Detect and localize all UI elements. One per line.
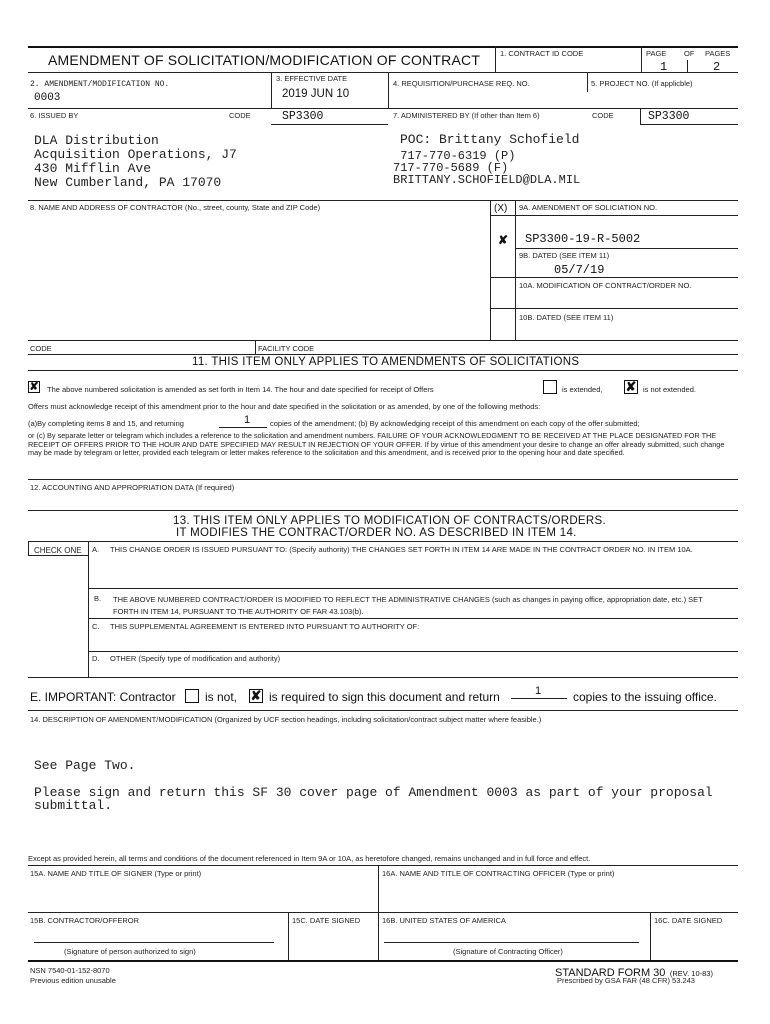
option-d-letter: D. (92, 654, 100, 663)
option-d-text: OTHER (Specify type of modification and authority) (110, 654, 281, 663)
amend-sol-label: 9A. AMENDMENT OF SOLICIATION NO. (519, 203, 658, 212)
section-14-line-2: Please sign and return this SF 30 cover page of Amendment 0003 as part of your proposal (34, 785, 713, 800)
section-14-label: 14. DESCRIPTION OF AMENDMENT/MODIFICATION (Organized by UCF section headings, including solicitation/contract subject matter where feasible.) (30, 715, 542, 724)
option-a-letter: A. (92, 545, 100, 554)
issuer-line-2: Acquisition Operations, J7 (34, 147, 237, 162)
section-11-line-1: The above numbered solicitation is amended as set forth in Item 14. The hour and date specified for receipt of Offers (47, 385, 434, 394)
page-label: PAGE (646, 49, 667, 58)
is-required-checkbox[interactable]: ✘ (250, 688, 262, 703)
usa-label: 16B. UNITED STATES OF AMERICA (382, 916, 506, 925)
check-one-label: CHECK ONE (34, 546, 82, 555)
return-copies-value: 1 (535, 685, 542, 697)
contractor-label: 8. NAME AND ADDRESS OF CONTRACTOR (No., street, county, State and ZIP Code) (30, 203, 321, 212)
admin-label: 7. ADMINISTERED BY (If other than Item 6) (393, 111, 540, 120)
amend-no-label: 2. AMENDMENT/MODIFICATION NO. (30, 80, 170, 89)
not-extended-checkbox[interactable]: ✘ (625, 379, 637, 394)
pages-value: 2 (713, 60, 721, 74)
req-label: 4. REQUISITION/PURCHASE REQ. NO. (393, 79, 530, 88)
pages-label: PAGES (705, 49, 731, 58)
issued-by-label: 6. ISSUED BY (30, 111, 79, 120)
sol-check-mark: ✘ (498, 233, 509, 247)
is-not-checkbox[interactable] (185, 689, 199, 703)
admin-line-2: 717-770-6319 (P) (393, 149, 516, 163)
form-title: AMENDMENT OF SOLICITATION/MODIFICATION OF CONTRACT (48, 52, 481, 68)
is-required-label: is required to sign this document and return (269, 690, 500, 704)
previous-edition-label: Previous edition unusable (30, 976, 116, 985)
date-15-label: 15C. DATE SIGNED (292, 916, 361, 925)
section-11-line-4: or (c) By separate letter or telegram which includes a reference to the solicitation and amendment numbers. FAILURE OF YOUR ACKNOWLEDGMENT TO BE RECEIVED AT THE PLACE DESIGNATED FOR THE RECEIPT OF OFFERS PRIOR TO THE HOUR AND DATE SPECIFIED MAY RESULT IN REJECTION OF YOUR OFFER. If by virtue of this amendment your desire to change an offer already submitted, such change may be made by telegram or letter, provided each telegram or letter makes reference to the solicitation and this amendment, and is received prior to the opening hour and date specified. (28, 431, 725, 458)
signer-label: 15A. NAME AND TITLE OF SIGNER (Type or print) (30, 869, 202, 878)
amended-checkbox[interactable]: ✘ (29, 381, 39, 393)
project-label: 5. PROJECT NO. (If applicble) (591, 79, 693, 88)
option-b-text: THE ABOVE NUMBERED CONTRACT/ORDER IS MODIFIED TO REFLECT THE ADMINISTRATIVE CHANGES (such as changes in paying office, appropriation date, etc.) SET FORTH IN ITEM 14, PURSUANT TO THE AUTHORITY OF FAR 43.103(b). (113, 595, 703, 616)
officer-label: 16A. NAME AND TITLE OF CONTRACTING OFFICER (Type or print) (382, 869, 615, 878)
std-form-rev: (REV. 10-83) (669, 969, 713, 978)
facility-label: FACILITY CODE (258, 344, 315, 353)
issuer-line-1: DLA Distribution (34, 133, 159, 148)
sig-officer-label: (Signature of Contracting Officer) (453, 947, 563, 956)
option-c-letter: C. (92, 622, 100, 631)
section-11-title: 11. THIS ITEM ONLY APPLIES TO AMENDMENTS OF SOLICITATIONS (192, 356, 580, 368)
page-value: 1 (660, 60, 668, 74)
admin-line-3: 717-770-5689 (F) (393, 161, 509, 175)
dated-9b: 05/7/19 (554, 263, 605, 277)
mod-label: 10A. MODIFICATION OF CONTRACT/ORDER NO. (519, 281, 692, 290)
copies-value: 1 (244, 414, 251, 426)
section-14-line-3: submittal. (34, 798, 113, 813)
date-16-label: 16C. DATE SIGNED (654, 916, 723, 925)
x-column-label: (X) (494, 203, 508, 214)
is-extended-label: is extended, (562, 385, 603, 394)
contract-id-label: 1. CONTRACT ID CODE (500, 49, 584, 58)
offeror-label: 15B. CONTRACTOR/OFFEROR (30, 916, 140, 925)
is-not-label: is not, (205, 690, 238, 704)
sig-person-label: (Signature of person authorized to sign) (64, 947, 196, 956)
admin-line-1: POC: Brittany Schofield (400, 132, 580, 147)
important-tail: copies to the issuing office. (573, 690, 717, 704)
nsn-label: NSN 7540-01-152-8070 (30, 966, 110, 975)
section-12-label: 12. ACCOUNTING AND APPROPRIATION DATA (If required) (30, 483, 235, 492)
important-lead: E. IMPORTANT: Contractor (30, 690, 176, 704)
dated-9b-label: 9B. DATED (SEE ITEM 11) (519, 251, 610, 260)
of-label: OF (684, 49, 695, 58)
issued-code-label: CODE (229, 111, 251, 120)
eff-date: 2019 JUN 10 (282, 88, 350, 100)
sol-no: SP3300-19-R-5002 (525, 232, 641, 246)
issuer-line-3: 430 Mifflin Ave (34, 161, 152, 176)
section-14-line-1: See Page Two. (34, 758, 136, 773)
issuer-line-4: New Cumberland, PA 17070 (34, 175, 222, 190)
option-b-letter: B. (94, 594, 102, 603)
section-13-title-2: IT MODIFIES THE CONTRACT/ORDER NO. AS DESCRIBED IN ITEM 14. (176, 527, 577, 539)
std-form-name: STANDARD FORM 30 (555, 967, 666, 979)
section-13-title-1: 13. THIS ITEM ONLY APPLIES TO MODIFICATION OF CONTRACTS/ORDERS. (173, 515, 606, 527)
option-a-text: THIS CHANGE ORDER IS ISSUED PURSUANT TO: (Specify authority) THE CHANGES SET FORTH IN ITEM 14 ARE MADE IN THE CONTRACT ORDER NO. IN ITEM 10A. (110, 545, 693, 554)
section-11-line-3b: copies of the amendment; (b) By acknowledging receipt of this amendment on each copy of the offer submitted; (270, 419, 640, 428)
admin-line-4: BRITTANY.SCHOFIELD@DLA.MIL (393, 173, 581, 187)
admin-code-label: CODE (592, 111, 614, 120)
code-bottom-label: CODE (30, 344, 52, 353)
dated-10b-label: 10B. DATED (SEE ITEM 11) (519, 313, 614, 322)
not-extended-label: is not extended. (643, 385, 696, 394)
admin-code: SP3300 (648, 110, 690, 123)
section-11-line-2: Offers must acknowledge receipt of this amendment prior to the hour and date specified in the solicitation or as amended, by one of the following methods: (28, 402, 541, 411)
amend-no: 0003 (34, 92, 61, 104)
except-text: Except as provided herein, all terms and conditions of the document referenced in Item 9A or 10A, as heretofore changed, remains unchanged and in full force and effect. (28, 854, 591, 863)
prescribed-label: Prescribed by GSA FAR (48 CFR) 53.243 (557, 976, 695, 985)
issued-code: SP3300 (282, 110, 324, 123)
is-extended-checkbox[interactable] (543, 380, 557, 394)
option-c-text: THIS SUPPLEMENTAL AGREEMENT IS ENTERED INTO PURSUANT TO AUTHORITY OF: (110, 622, 420, 631)
eff-date-label: 3. EFFECTIVE DATE (276, 74, 348, 83)
section-11-line-3a: (a)By completing items 8 and 15, and returning (28, 419, 184, 428)
